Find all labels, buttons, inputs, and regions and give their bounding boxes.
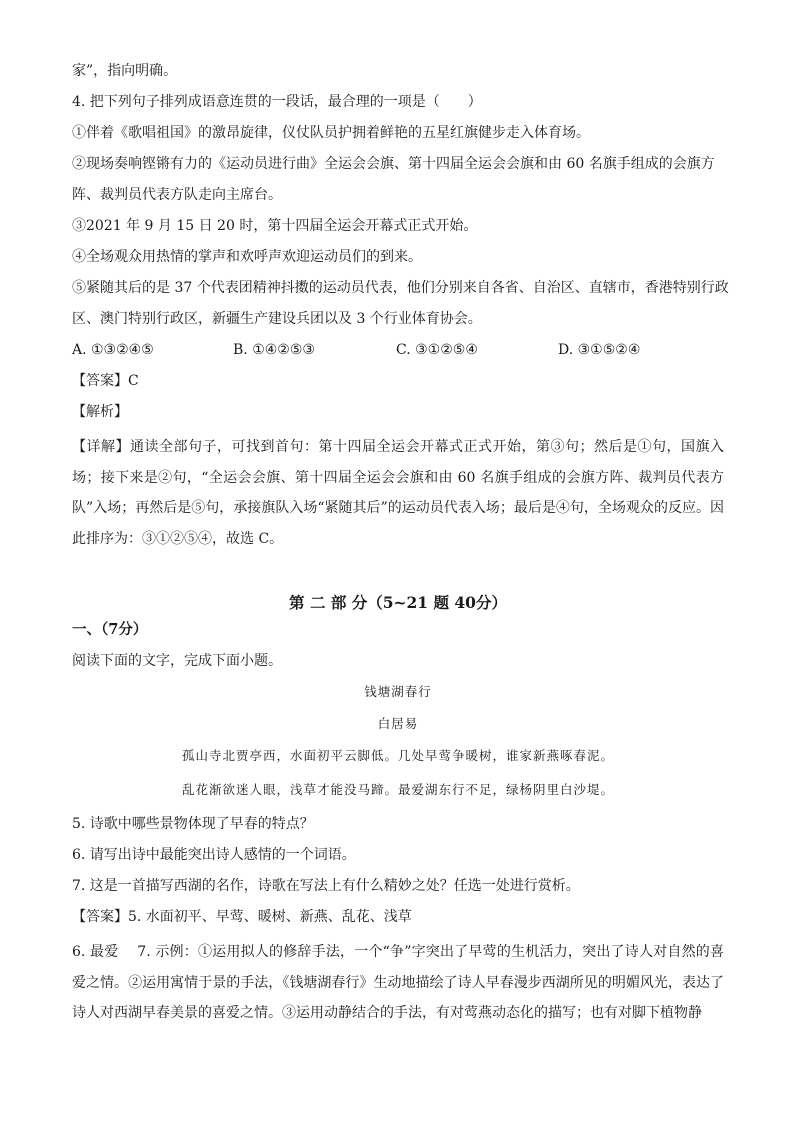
answer-6-7: 6. 最爱 7. 示例：①运用拟人的修辞手法，一个“争”字突出了早莺的生机活力，突出了诗人对自然的喜爱之情。②运用寓情于景的手法，《钱塘湖春行》生动地描绘了诗人早春漫步西湖所见的明媚风光，表达了诗人对西湖早春美景的喜爱之情。③运用动静结合的手法，有对莺燕动态化的描写；也有对脚下植物静 <box>72 944 724 1021</box>
q4-sentence-4: ④全场观众用热情的掌声和欢呼声欢迎运动员们的到来。 <box>72 249 422 265</box>
answer-tag: 【答案】 <box>72 373 128 389</box>
poem-line-2: 乱花渐欲迷人眼，浅草才能没马蹄。最爱湖东行不足，绿杨阴里白沙堤。 <box>181 782 614 797</box>
q4-sentence-5b: 区、澳门特别行政区，新疆生产建设兵团以及 3 个行业体育协会。 <box>72 311 482 327</box>
part2-title: 第 二 部 分（5~21 题 40分） <box>289 593 507 612</box>
q4-sentence-1: ①伴着《歌唱祖国》的激昂旋律，仪仗队员护拥着鲜艳的五星红旗健步走入体育场。 <box>72 125 590 141</box>
q4-sentence-2b: 阵、裁判员代表方队走向主席台。 <box>72 187 282 203</box>
question-7: 7. 这是一首描写西湖的名作，诗歌在写法上有什么精妙之处？任选一处进行赏析。 <box>72 878 580 894</box>
answers-tag: 【答案】 <box>72 909 128 925</box>
document-page <box>72 60 729 1029</box>
poem-author: 白居易 <box>377 716 419 731</box>
answer-5: 5. 水面初平、早莺、暖树、新燕、乱花、浅草 <box>128 909 412 925</box>
q4-option-c: C. ③①②⑤④ <box>396 342 478 358</box>
answer-value: C <box>128 373 139 389</box>
poem-line-1: 孤山寺北贾亭西，水面初平云脚低。几处早莺争暖树，谁家新燕啄春泥。 <box>181 748 614 763</box>
poem-title: 钱塘湖春行 <box>364 684 432 699</box>
part2-intro: 阅读下面的文字，完成下面小题。 <box>72 653 282 669</box>
detail-text: 通读全部句子，可找到首句：第十四届全运会开幕式正式开始，第③句；然后是①句，国旗入场；接下来是②句，“全运会会旗、第十四届全运会会旗和由 60 名旗手组成的会旗方阵、裁判员代表方队”入场；再然后是⑤句，承接旗队入场“紧随其后”的运动员代表入场；最后是④句，全场观众的反应。因此排序为：③①②⑤④，故选 C。 <box>72 439 724 547</box>
detail-tag: 【详解】 <box>72 439 130 455</box>
question-5: 5. 诗歌中哪些景物体现了早春的特点？ <box>72 816 314 832</box>
q4-options <box>72 339 724 361</box>
q4-carry-text: 家”，指向明确。 <box>72 63 178 79</box>
q4-sentence-3: ③2021 年 9 月 15 日 20 时，第十四届全运会开幕式正式开始。 <box>72 218 478 234</box>
part2-section-heading: 一、（7分） <box>72 621 148 638</box>
q4-option-b: B. ①④②⑤③ <box>233 342 315 358</box>
q4-option-d: D. ③①⑤②④ <box>558 342 641 358</box>
q4-option-a: A. ①③②④⑤ <box>72 342 154 358</box>
q4-detail <box>72 432 724 554</box>
answers-line <box>72 906 724 928</box>
q4-sentence-5a: ⑤紧随其后的是 37 个代表团精神抖擞的运动员代表，他们分别来自各省、自治区、直辖市，香港特别行政 <box>72 280 729 296</box>
q4-analysis-tag: 【解析】 <box>72 404 128 420</box>
q4-answer <box>72 370 724 392</box>
q4-sentence-2a: ②现场奏响铿锵有力的《运动员进行曲》全运会会旗、第十四届全运会会旗和由 60 名旗手组成的会旗方 <box>72 156 715 172</box>
q4-stem: 4. 把下列句子排列成语意连贯的一段话，最合理的一项是（ ） <box>72 94 482 110</box>
question-6: 6. 请写出诗中最能突出诗人感情的一个词语。 <box>72 847 356 863</box>
